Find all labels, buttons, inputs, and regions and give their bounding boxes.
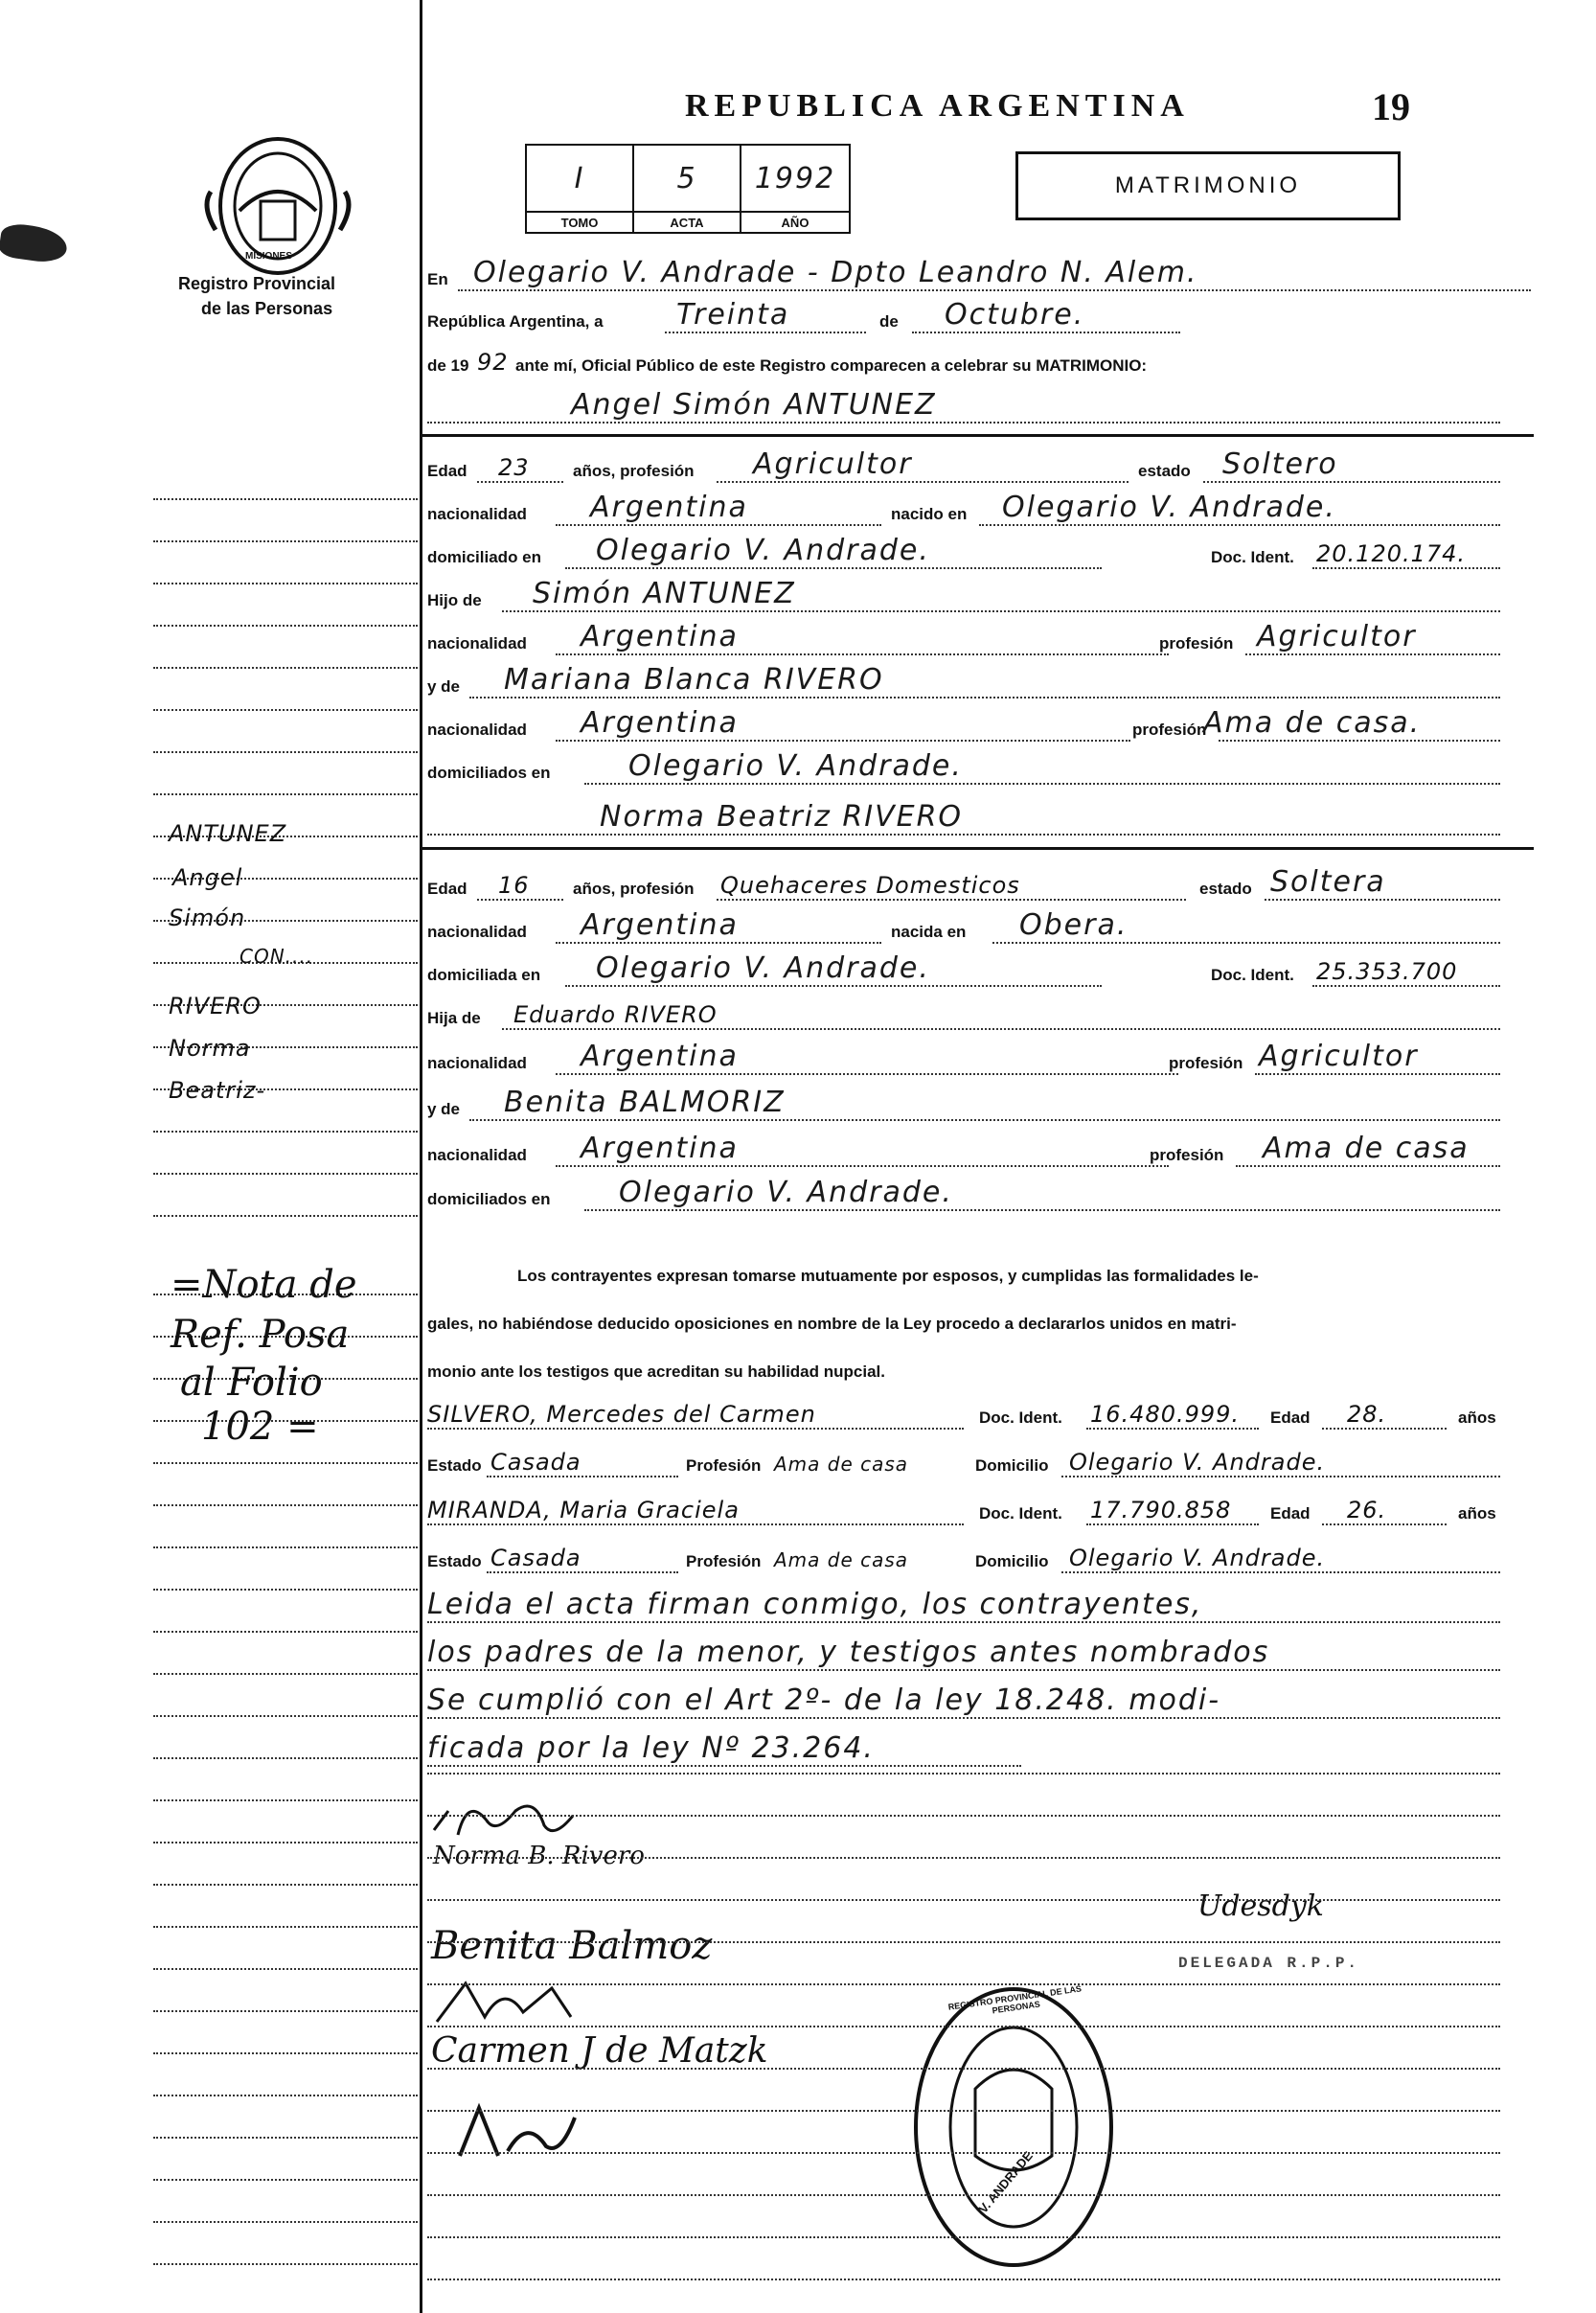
- margin-ruled-line: [153, 1546, 418, 1548]
- margin-ruled-line: [153, 2137, 418, 2139]
- domicilio-label: Domicilio: [975, 1456, 1049, 1475]
- groom-father: Simón ANTUNEZ: [533, 577, 796, 610]
- doc-label: Doc. Ident.: [1211, 548, 1294, 566]
- groom-age: 23: [498, 454, 530, 481]
- estado-label: estado: [1199, 880, 1252, 898]
- extra-signature-icon: [441, 2098, 594, 2165]
- nacionalidad-label: nacionalidad: [427, 634, 527, 653]
- margin-ruled-line: [153, 1884, 418, 1886]
- edad-label: Edad: [1270, 1504, 1311, 1523]
- statement-text: ante mí, Oficial Público de este Registro comparecen a celebrar su MATRIMONIO:: [515, 356, 1148, 375]
- nacionalidad-label: nacionalidad: [427, 1146, 527, 1164]
- doc-label: Doc. Ident.: [979, 1408, 1062, 1427]
- edad-label: Edad: [1270, 1408, 1311, 1427]
- groom-mother-nacionalidad: Argentina: [581, 706, 739, 740]
- margin-ruled-line: [153, 2221, 418, 2223]
- signature-carmen: Carmen J de Matzk: [431, 2031, 768, 2071]
- margin-ruled-line: [153, 625, 418, 627]
- witness1-doc: 16.480.999.: [1090, 1401, 1241, 1428]
- profesion-label: profesión: [1150, 1146, 1224, 1164]
- signature-ruled-line: [427, 1899, 1500, 1901]
- ano-label: AÑO: [741, 212, 850, 233]
- signature-ruled-line: [427, 2026, 1500, 2027]
- intro-place: Olegario V. Andrade - Dpto Leandro N. Alem.: [473, 256, 1198, 289]
- witness2-name: MIRANDA, Maria Graciela: [427, 1497, 740, 1523]
- margin-ruled-line: [153, 793, 418, 795]
- margin-rule: [420, 0, 422, 2313]
- bride-mother: Benita BALMORIZ: [504, 1086, 786, 1119]
- republica-label: República Argentina, a: [427, 312, 604, 331]
- registry-name-line1: Registro Provincial: [178, 274, 336, 293]
- official-signature: Udesdyk: [1197, 1889, 1324, 1923]
- margin-ruled-line: [153, 2263, 418, 2265]
- acta-value: 5: [633, 145, 741, 212]
- margin-ruled-line: [153, 1799, 418, 1801]
- scan-smudge: [0, 221, 69, 264]
- margin-ruled-line: [153, 709, 418, 711]
- groom-name: Angel Simón ANTUNEZ: [571, 388, 937, 422]
- domiciliado-label: domiciliado en: [427, 548, 542, 566]
- groom-mother: Mariana Blanca RIVERO: [504, 663, 884, 697]
- anos-label: años: [1458, 1504, 1496, 1523]
- margin-name-6: Norma: [169, 1035, 251, 1062]
- estado-label: estado: [1138, 462, 1191, 480]
- margin-note-2: Ref. Posa: [171, 1313, 350, 1357]
- intro-row-place: [427, 251, 1596, 293]
- groom-doc: 20.120.174.: [1316, 540, 1467, 567]
- profesion-label: profesión: [1132, 721, 1207, 739]
- registry-name-line2: de las Personas: [201, 299, 333, 318]
- margin-ruled-line: [153, 1715, 418, 1717]
- act-type-label: MATRIMONIO: [1114, 172, 1302, 198]
- margin-note-1: =Nota de: [171, 1263, 357, 1307]
- intro-row-date: [427, 293, 1596, 335]
- bride-mother-nacionalidad: Argentina: [581, 1132, 739, 1165]
- groom-signature-icon: [429, 1792, 621, 1849]
- tomo-label: TOMO: [526, 212, 633, 233]
- signature-ruled-line: [427, 1857, 1500, 1859]
- bride-estado: Soltera: [1270, 865, 1386, 899]
- year-suffix: 92: [477, 349, 509, 376]
- closing-line2: los padres de la menor, y testigos antes nombrados: [427, 1636, 1270, 1669]
- page-title: REPUBLICA ARGENTINA: [685, 88, 1190, 124]
- witness1-domicilio: Olegario V. Andrade.: [1069, 1449, 1326, 1476]
- seal-text: REGISTRO PROVINCIAL DE LAS PERSONAS: [947, 1983, 1083, 2016]
- anos-label: años: [1458, 1408, 1496, 1427]
- margin-ruled-line: [153, 583, 418, 584]
- legal-text-line3: monio ante los testigos que acreditan su habilidad nupcial.: [427, 1363, 885, 1381]
- groom-domicilio: Olegario V. Andrade.: [596, 534, 930, 567]
- witness2-estado: Casada: [490, 1545, 581, 1571]
- signature-ruled-line: [427, 1941, 1500, 1943]
- margin-ruled-line: [153, 1968, 418, 1970]
- seal-place: V. ANDRADE: [975, 2148, 1036, 2216]
- groom-estado: Soltero: [1222, 447, 1338, 481]
- nacionalidad-label: nacionalidad: [427, 721, 527, 739]
- margin-ruled-line: [153, 2095, 418, 2096]
- witness1-age: 28.: [1347, 1401, 1387, 1428]
- groom-father-nacionalidad: Argentina: [581, 620, 739, 653]
- margin-ruled-line: [153, 2010, 418, 2012]
- margin-name-7: Beatriz-: [169, 1077, 266, 1104]
- signature-ruled-line: [427, 1773, 1500, 1775]
- witness2-domicilio: Olegario V. Andrade.: [1069, 1545, 1326, 1571]
- margin-ruled-line: [153, 2179, 418, 2181]
- en-label: En: [427, 270, 448, 288]
- margin-note-3: al Folio: [180, 1361, 323, 1405]
- profesion-label: años, profesión: [573, 880, 695, 898]
- closing-line4: ficada por la ley Nº 23.264.: [427, 1731, 875, 1765]
- edad-label: Edad: [427, 462, 467, 480]
- margin-name-5: RIVERO: [169, 993, 262, 1019]
- domiciliados-label: domiciliados en: [427, 764, 551, 782]
- margin-ruled-line: [153, 1504, 418, 1506]
- margin-ruled-line: [153, 1215, 418, 1217]
- margin-ruled-line: [153, 1673, 418, 1675]
- margin-ruled-line: [153, 540, 418, 542]
- signature-ruled-line: [427, 1983, 1500, 1985]
- edad-label: Edad: [427, 880, 467, 898]
- nacionalidad-label: nacionalidad: [427, 1054, 527, 1072]
- de-label: de: [879, 312, 899, 331]
- acta-label: ACTA: [633, 212, 741, 233]
- act-type-box: [1015, 151, 1401, 220]
- margin-ruled-line: [153, 2052, 418, 2054]
- witness1-profession: Ama de casa: [774, 1453, 909, 1476]
- margin-ruled-line: [153, 1926, 418, 1928]
- tomo-value: I: [526, 145, 633, 212]
- profesion-label: Profesión: [686, 1552, 762, 1570]
- official-title: DELEGADA R.P.P.: [1178, 1955, 1360, 1972]
- nacido-label: nacido en: [891, 505, 968, 523]
- witness2-age: 26.: [1347, 1497, 1387, 1523]
- bride-father: Eduardo RIVERO: [513, 1001, 718, 1028]
- margin-ruled-line: [153, 1131, 418, 1133]
- bride-mother-profession: Ama de casa: [1263, 1132, 1470, 1165]
- estado-label: Estado: [427, 1552, 482, 1570]
- signature-ruled-line: [427, 2152, 1500, 2154]
- profesion-label: profesión: [1159, 634, 1234, 653]
- margin-name-3: Simón: [169, 905, 246, 931]
- hija-label: Hija de: [427, 1009, 481, 1027]
- nacionalidad-label: nacionalidad: [427, 505, 527, 523]
- witness-signature-icon: [427, 1974, 600, 2031]
- margin-ruled-line: [153, 498, 418, 500]
- hijo-label: Hijo de: [427, 591, 482, 609]
- profesion-label: profesión: [1169, 1054, 1243, 1072]
- margin-ruled-line: [153, 1173, 418, 1175]
- intro-row-statement: [427, 337, 1596, 379]
- margin-note-4: 102 =: [201, 1405, 319, 1449]
- bride-name-row: [427, 795, 1596, 837]
- bride-doc: 25.353.700: [1316, 958, 1458, 985]
- groom-mother-profession: Ama de casa.: [1203, 706, 1422, 740]
- ano-value: 1992: [741, 145, 850, 212]
- domiciliados-label: domiciliados en: [427, 1190, 551, 1208]
- groom-profession: Agricultor: [753, 447, 913, 481]
- margin-name-2: Angel: [172, 864, 243, 891]
- bride-parents-domicilio: Olegario V. Andrade.: [619, 1176, 953, 1209]
- margin-ruled-line: [153, 751, 418, 753]
- signature-ruled-line: [427, 2279, 1500, 2280]
- margin-name-4: CON....: [239, 945, 314, 968]
- registry-number-box: [525, 144, 851, 234]
- witness2-profession: Ama de casa: [774, 1548, 909, 1571]
- nacionalidad-label: nacionalidad: [427, 923, 527, 941]
- bride-domicilio: Olegario V. Andrade.: [596, 951, 930, 985]
- signature-ruled-line: [427, 2194, 1500, 2196]
- signature-benita: Benita Balmoz: [431, 1924, 713, 1968]
- margin-ruled-line: [153, 1462, 418, 1464]
- closing-line3: Se cumplió con el Art 2º- de la ley 18.248. modi-: [427, 1683, 1221, 1717]
- signature-ruled-line: [427, 2110, 1500, 2112]
- margin-ruled-line: [153, 1842, 418, 1844]
- estado-label: Estado: [427, 1456, 482, 1475]
- domicilio-label: Domicilio: [975, 1552, 1049, 1570]
- groom-nacionalidad: Argentina: [590, 491, 748, 524]
- profesion-label: años, profesión: [573, 462, 695, 480]
- bride-age: 16: [498, 872, 530, 899]
- closing-line1: Leida el acta firman conmigo, los contrayentes,: [427, 1588, 1203, 1621]
- bride-birthplace: Obera.: [1019, 908, 1129, 942]
- yde-label: y de: [427, 1100, 461, 1118]
- logo-caption: MISIONES: [245, 251, 292, 262]
- doc-label: Doc. Ident.: [1211, 966, 1294, 984]
- groom-birthplace: Olegario V. Andrade.: [1002, 491, 1336, 524]
- bride-father-nacionalidad: Argentina: [581, 1040, 739, 1073]
- witness1-name: SILVERO, Mercedes del Carmen: [427, 1401, 816, 1428]
- signature-ruled-line: [427, 2068, 1500, 2070]
- year-prefix: de 19: [427, 356, 469, 375]
- groom-name-row: [427, 383, 1596, 425]
- margin-ruled-line: [153, 1757, 418, 1759]
- intro-month: Octubre.: [945, 298, 1085, 332]
- intro-day: Treinta: [676, 298, 790, 332]
- margin-ruled-line: [153, 667, 418, 669]
- margin-ruled-line: [153, 1589, 418, 1591]
- doc-label: Doc. Ident.: [979, 1504, 1062, 1523]
- legal-text-line2: gales, no habiéndose deducido oposiciones en nombre de la Ley procedo a declararlos unidos en matri-: [427, 1315, 1237, 1333]
- bride-nacionalidad: Argentina: [581, 908, 739, 942]
- witness1-estado: Casada: [490, 1449, 581, 1476]
- bride-profession: Quehaceres Domesticos: [720, 872, 1020, 899]
- signature-ruled-line: [427, 1815, 1500, 1817]
- bride-name: Norma Beatriz RIVERO: [600, 800, 964, 834]
- nacida-label: nacida en: [891, 923, 967, 941]
- yde-label: y de: [427, 677, 461, 696]
- folio-number: 19: [1372, 85, 1410, 128]
- margin-ruled-line: [153, 1631, 418, 1633]
- bride-father-profession: Agricultor: [1259, 1040, 1419, 1073]
- legal-text-line1: Los contrayentes expresan tomarse mutuamente por esposos, y cumplidas las formalidades le-: [517, 1267, 1259, 1285]
- groom-parents-domicilio: Olegario V. Andrade.: [628, 749, 963, 783]
- groom-father-profession: Agricultor: [1257, 620, 1417, 653]
- domiciliada-label: domiciliada en: [427, 966, 541, 984]
- witness2-doc: 17.790.858: [1090, 1497, 1232, 1523]
- signature-norma: Norma B. Rivero: [433, 1842, 645, 1870]
- signature-ruled-line: [427, 2236, 1500, 2238]
- profesion-label: Profesión: [686, 1456, 762, 1475]
- margin-name-1: ANTUNEZ: [169, 820, 287, 847]
